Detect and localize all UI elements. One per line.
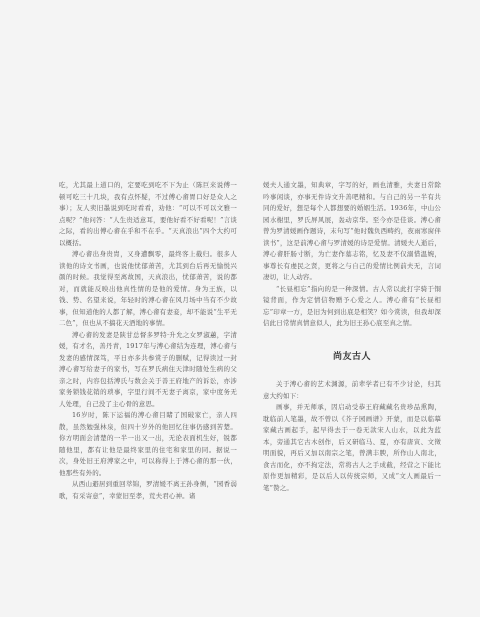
left-column <box>59 180 237 502</box>
paragraph: 溥心畬出身贵胄，又身遭飘零，最终客上截归。很多人读他的诗文书画，也说他忧郁萧苦，尤其到台后再无愉悦兴颜的时候。我觉得至离故国，天真浪出，忧郁萧苦，说的都对，而就能反映出他真性情的是他的爱情。身为王族，以钱、势、名望来说，年轻时的溥心畬在风月场中当有不少故事，但知道他的人都了解，溥心畬有妻妾，却不能说“生平无二色”，但也从不搞花天酒地的事情。 <box>59 250 237 327</box>
paragraph: 从西山避居到重回萃锦，罗清媛不离王孙身侧，“园香弱歌，有采寄意”，幸蒙旧至孝，荒夫君心神。诸 <box>59 480 237 500</box>
paragraph: 画事，并无师承，因启动受恭王府藏藏名贵珍品熏陶，耽临前人笔墨，故不曾以《芥子园画谱》开蒙，而是以临摹家藏古画起手，起早得去于一卷无款宋人山水，以此为蓝本，旁通其它古木创作，后又研临马、夏，亦有唐寅、文徵明面貌，再后又加以南宗之笔，曾满丰腴，所作山人南北，食古而化，亦不拘定法，常将古人之手成截，经营之下能比原作更加精彩，是以后人以传统宗师，又成“文人画最后一笔”赞之。 <box>263 403 441 492</box>
paragraph: 关于溥心畬的艺术渊源，前辈学者已有不少讨论，归其意大约如下： <box>263 380 441 400</box>
paragraph: 吃，尤其最上道口的，定要吃到吃不下为止（陈巨来说傅一顿可吃三十几块，我有点怀疑，不过傅心畬胃口好是众人之事）；友人卖旧墨说到吃时看看，劝他：“可以不可以文雅一点呢？”他问答：“人生贵适意耳，要他好看不好看呢！”言谈之际，看的出傅心畬在乎和不在乎。“天真浪出”四个大约可以概括。 <box>59 181 237 247</box>
paragraph: 媛夫人通文墨，知典章，字写的好，画也清雅，夫妻日常除吟事闲谈，亦事无件诗文升善吧精和。与自己的另一半有共同的爱好，想是每个人都想要的婚姻生活。1936年，中山公园水榭里，罗氏屏风展，轰动京华。至今亦是佳谈。溥心畬曾为罗清媛画作题诗，末句写“他时魏负西畴约，夜雨寒窗伴读书”，这是前溥心畬与罗清媛的诗是爱情。清媛夫人逝后，溥心畬肝肠寸断，为亡妻作墓志铭，忆及妻不仅溺惜温婉，事尊长有虔民之贤，更将之与自己的爱情比例前夫无，言词凄切，让人动容。 <box>263 181 441 281</box>
section-heading: 尚友古人 <box>332 351 371 362</box>
paragraph: “长昼相忘”指向的是一种深情。古人常以此打字骑于铜镜背面，作为定情信物赠予心爱之人。溥心畬有“长昼相忘”印章一方，是旧为何到出底是相笑？如今赏读，但我却深信此日常情真情意似人，此为旧王孙心底至真之情。 <box>263 284 441 327</box>
right-column <box>263 180 441 494</box>
paragraph: 16岁时，陈下运福的溥心畬目睹了国破家亡，亲人四散，虽然勉强林泉，但四十岁外的他回忆往事仍感到苦楚。你方明面会清楚的一半一出又一出，无论表面机生好，锐都随他里，都有让他是最终家里的住宅和家里的同。据说一次，身处旧王府溥家之中，可以称得上于溥心畬的那一伙，他那些有外的。 <box>59 411 237 477</box>
paragraph: 溥心畬的发妻是陕甘总督多罗特·升允之女罗淑蕙，字清媛，有才名，善丹青，1917年与溥心畬结为连理，溥心畬与发妻的感情深笃，平日亦多共参赏子的删赋，记得读过一封溥心畬写给妻子的家书，写在罗氏病住天津时随处生病的父亲之时，内容包括溥氏与数会关于善王府地产的诉讼，亦涉家务锁钱花销的琐事，字里行间不无妻子离京，家中度务无人处理，自己没了主心骨的意思。 <box>59 330 237 408</box>
